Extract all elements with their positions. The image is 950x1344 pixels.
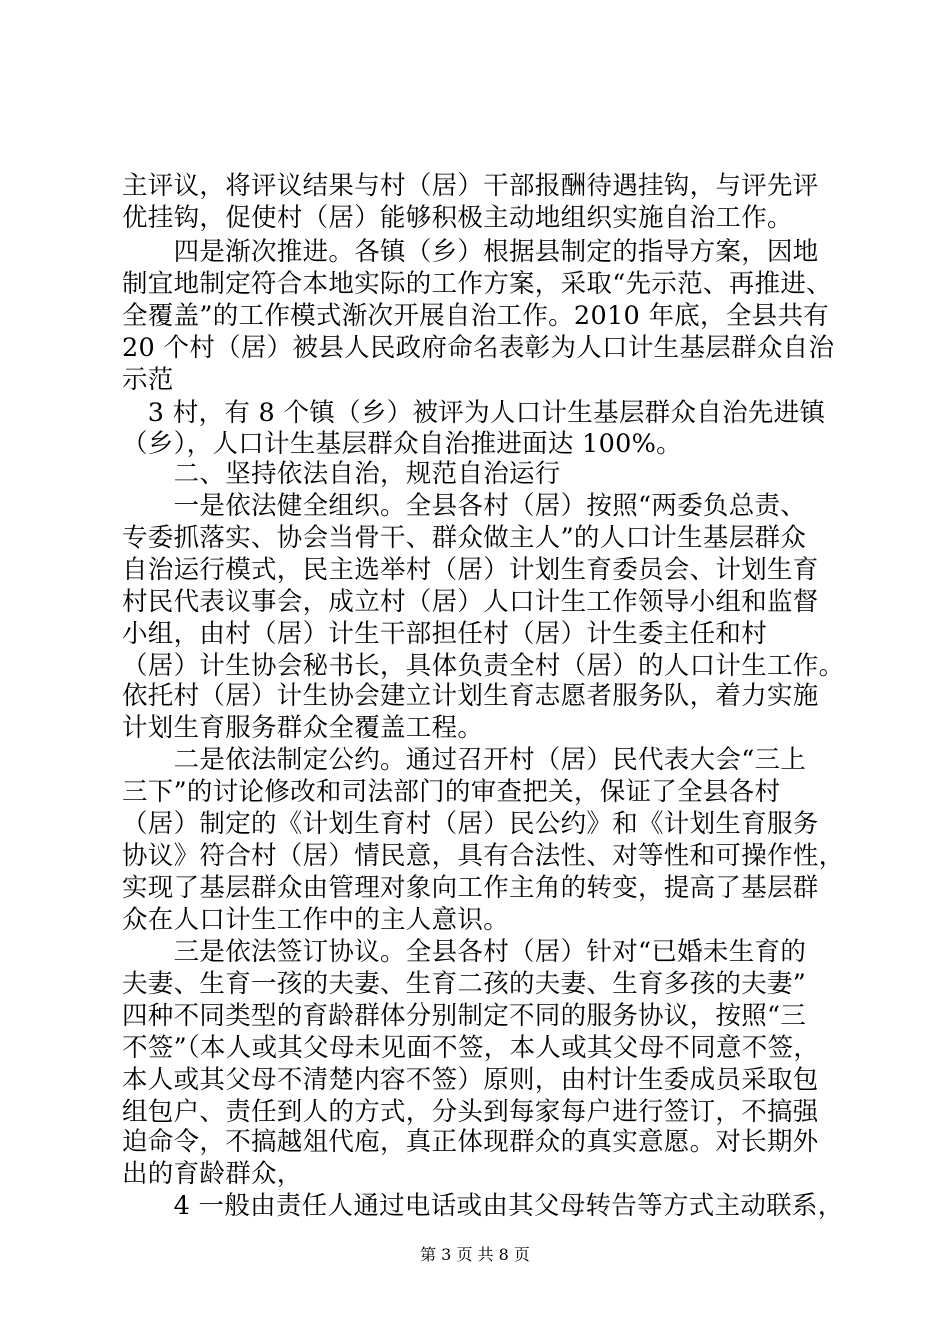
paragraph-line: 二是依法制定公约。通过召开村（居）民代表大会“三上 xyxy=(122,745,807,775)
paragraph-line: 专委抓落实、协会当骨干、群众做主人”的人口计生基层群众 xyxy=(122,523,807,553)
paragraph-line: 4 一般由责任人通过电话或由其父母转告等方式主动联系， xyxy=(122,1191,844,1221)
paragraph-line: 一是依法健全组织。全县各村（居）按照“两委负总责、 xyxy=(122,491,807,521)
paragraph-line: 四种不同类型的育龄群体分别制定不同的服务协议，按照“三 xyxy=(122,1001,807,1031)
paragraph-line: 实现了基层群众由管理对象向工作主角的转变，提高了基层群 xyxy=(122,873,819,903)
page-footer: 第 3 页 共 8 页 xyxy=(420,1245,530,1264)
paragraph-line: 二、坚持依法自治，规范自治运行 xyxy=(122,459,561,489)
paragraph-line: 计划生育服务群众全覆盖工程。 xyxy=(122,713,484,743)
paragraph-line: 主评议，将评议结果与村（居）干部报酬待遇挂钩，与评先评 xyxy=(122,171,819,201)
paragraph-line: 自治运行模式，民主选举村（居）计划生育委员会、计划生育 xyxy=(122,555,819,585)
paragraph-line: （乡），人口计生基层群众自治推进面达 100%。 xyxy=(122,429,682,459)
paragraph-line: 小组，由村（居）计生干部担任村（居）计生委主任和村 xyxy=(122,619,768,649)
paragraph-line: 不签”（本人或其父母未见面不签，本人或其父母不同意不签， xyxy=(122,1033,820,1063)
paragraph-line: 夫妻、生育一孩的夫妻、生育二孩的夫妻、生育多孩的夫妻” xyxy=(122,969,807,999)
paragraph-line: 20 个村（居）被县人民政府命名表彰为人口计生基层群众自治 xyxy=(122,333,835,363)
paragraph-line: 全覆盖”的工作模式渐次开展自治工作。2010 年底，全县共有 xyxy=(122,301,830,331)
paragraph-line: 出的育龄群众， xyxy=(122,1159,303,1189)
paragraph-line: 村民代表议事会，成立村（居）人口计生工作领导小组和监督 xyxy=(122,587,819,617)
paragraph-line: 三下”的讨论修改和司法部门的审查把关，保证了全县各村 xyxy=(122,777,781,807)
paragraph-line: 三是依法签订协议。全县各村（居）针对“已婚未生育的 xyxy=(122,937,807,967)
paragraph-line: 迫命令，不搞越俎代庖，真正体现群众的真实意愿。对长期外 xyxy=(122,1127,819,1157)
paragraph-line: （居）计生协会秘书长，具体负责全村（居）的人口计生工作。 xyxy=(122,651,845,681)
paragraph-line: 示范 xyxy=(122,365,174,395)
paragraph-line: 本人或其父母不清楚内容不签）原则，由村计生委成员采取包 xyxy=(122,1065,819,1095)
paragraph-line: 优挂钩，促使村（居）能够积极主动地组织实施自治工作。 xyxy=(122,203,793,233)
paragraph-line: 众在人口计生工作中的主人意识。 xyxy=(122,905,510,935)
paragraph-line: 依托村（居）计生协会建立计划生育志愿者服务队，着力实施 xyxy=(122,681,819,711)
paragraph-line: 组包户、责任到人的方式，分头到每家每户进行签订，不搞强 xyxy=(122,1097,819,1127)
paragraph-line: （居）制定的《计划生育村（居）民公约》和《计划生育服务 xyxy=(122,809,819,839)
paragraph-line: 3 村，有 8 个镇（乡）被评为人口计生基层群众自治先进镇 xyxy=(122,398,826,428)
paragraph-line: 协议》符合村（居）情民意，具有合法性、对等性和可操作性， xyxy=(122,841,845,871)
paragraph-line: 四是渐次推进。各镇（乡）根据县制定的指导方案，因地 xyxy=(122,237,819,267)
paragraph-line: 制宜地制定符合本地实际的工作方案，采取“先示范、再推进、 xyxy=(122,269,832,299)
